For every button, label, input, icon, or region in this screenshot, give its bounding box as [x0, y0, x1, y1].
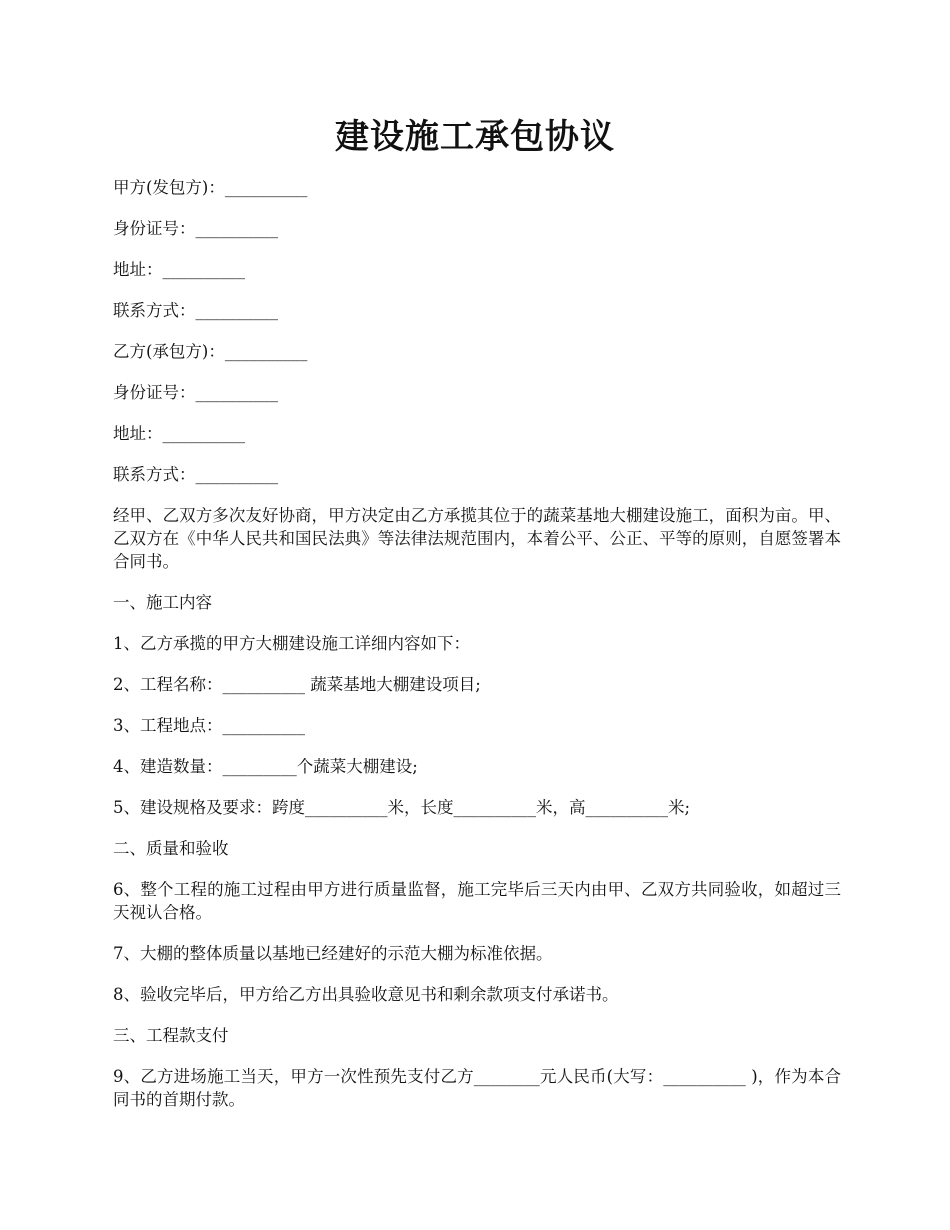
clause-9: 9、乙方进场施工当天，甲方一次性预先支付乙方________元人民币(大写：__________ )，作为本合同书的首期付款。	[113, 1067, 841, 1109]
party-b-address-field: 地址：__________	[113, 424, 245, 443]
party-a-contact-field: 联系方式：__________	[113, 301, 278, 320]
clause-3: 3、工程地点：__________	[113, 716, 305, 735]
party-b-contact-field: 联系方式：__________	[113, 465, 278, 484]
party-b-id-field: 身份证号：__________	[113, 383, 278, 402]
clause-5: 5、建设规格及要求：跨度__________米，长度__________米，高__________米;	[113, 798, 691, 817]
document-body	[113, 176, 841, 1129]
clause-2: 2、工程名称：__________ 蔬菜基地大棚建设项目;	[113, 675, 481, 694]
section-2-heading: 二、质量和验收	[113, 839, 229, 858]
clause-1: 1、乙方承揽的甲方大棚建设施工详细内容如下：	[113, 634, 470, 653]
party-a-name-field: 甲方(发包方)：__________	[113, 178, 308, 197]
clause-7: 7、大棚的整体质量以基地已经建好的示范大棚为标准依据。	[113, 944, 553, 963]
party-a-id-field: 身份证号：__________	[113, 219, 278, 238]
document-title: 建设施工承包协议	[335, 117, 615, 157]
section-1-heading: 一、施工内容	[113, 593, 212, 612]
party-a-address-field: 地址：__________	[113, 260, 245, 279]
clause-6: 6、整个工程的施工过程由甲方进行质量监督，施工完毕后三天内由甲、乙双方共同验收，如超过三天视认合格。	[113, 880, 841, 922]
section-3-heading: 三、工程款支付	[113, 1026, 229, 1045]
party-b-name-field: 乙方(承包方)：__________	[113, 342, 308, 361]
clause-8: 8、验收完毕后，甲方给乙方出具验收意见书和剩余款项支付承诺书。	[113, 985, 619, 1004]
clause-4: 4、建造数量：_________个蔬菜大棚建设;	[113, 757, 418, 776]
intro-paragraph: 经甲、乙双方多次友好协商，甲方决定由乙方承揽其位于的蔬菜基地大棚建设施工，面积为亩。甲、乙双方在《中华人民共和国民法典》等法律法规范围内，本着公平、公正、平等的原则，自愿签署本合同书。	[113, 506, 841, 571]
